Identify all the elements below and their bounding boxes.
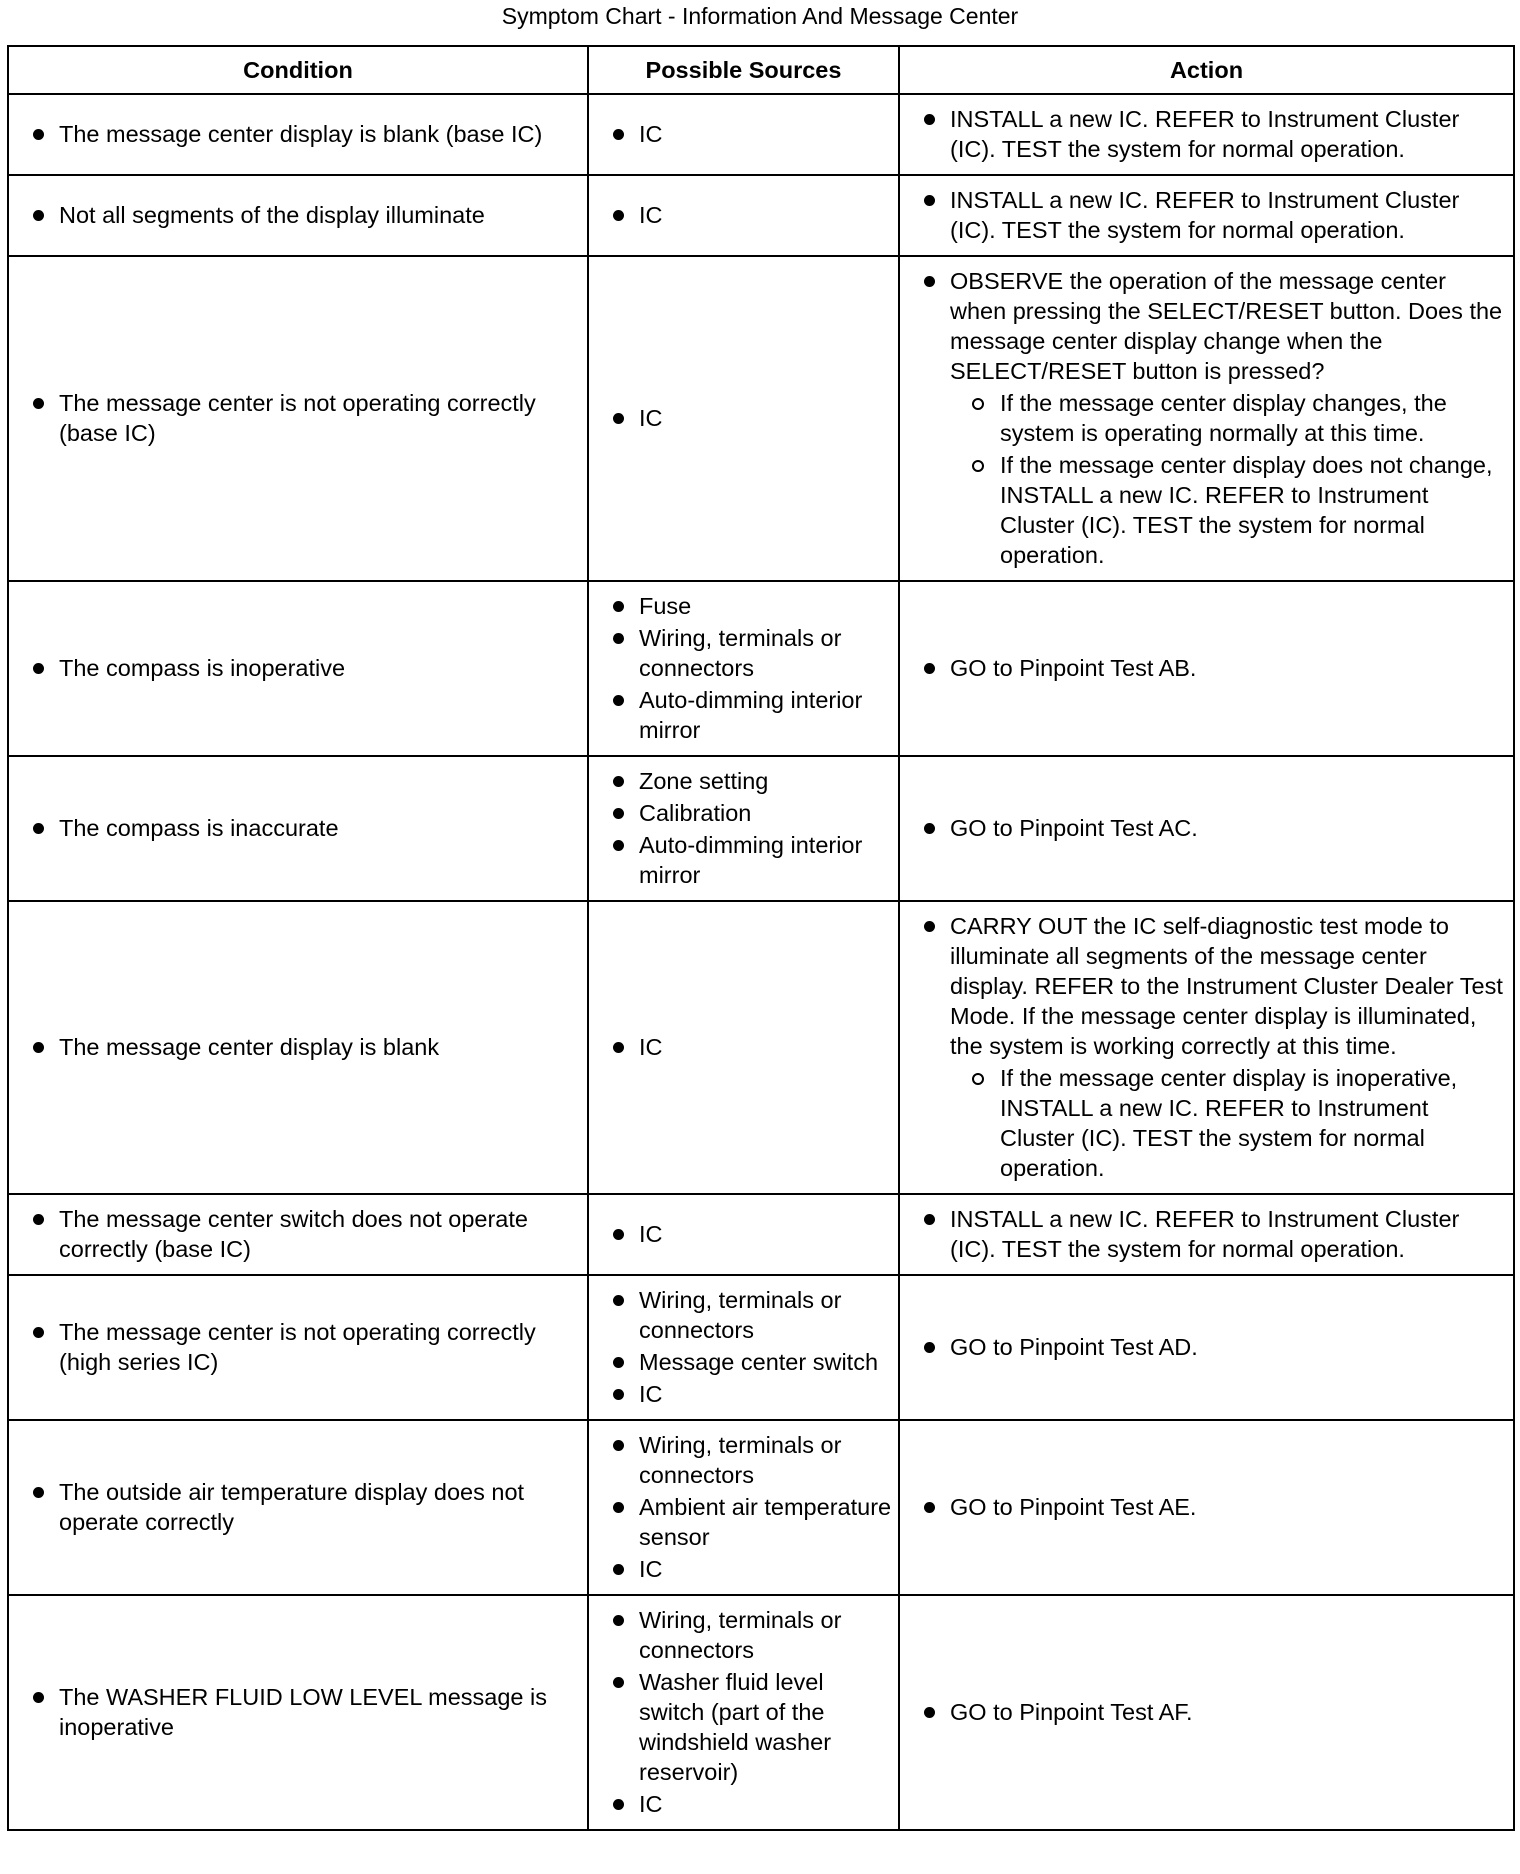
action-cell (899, 756, 1514, 901)
condition-text: The message center display is blank (base IC) (31, 119, 581, 149)
table-row (8, 1420, 1514, 1595)
table-row (8, 1275, 1514, 1420)
table-row (8, 94, 1514, 175)
source-item: IC (611, 200, 892, 230)
table-header-row (8, 46, 1514, 94)
table-body (8, 94, 1514, 1830)
table-row (8, 901, 1514, 1194)
condition-cell (8, 94, 588, 175)
condition-cell (8, 581, 588, 756)
action-cell (899, 256, 1514, 581)
source-item: Auto-dimming interior mirror (611, 830, 892, 890)
source-item: Wiring, terminals or connectors (611, 623, 892, 683)
action-cell (899, 1420, 1514, 1595)
condition-text: The compass is inoperative (31, 653, 581, 683)
source-item: IC (611, 1554, 892, 1584)
header-action: Action (899, 46, 1514, 94)
action-text: INSTALL a new IC. REFER to Instrument Cluster (IC). TEST the system for normal operation. (950, 106, 1460, 162)
source-item: Wiring, terminals or connectors (611, 1605, 892, 1665)
source-item: IC (611, 119, 892, 149)
action-cell (899, 1194, 1514, 1275)
source-item: Wiring, terminals or connectors (611, 1430, 892, 1490)
possible-sources-cell (588, 1595, 899, 1830)
condition-text: The message center is not operating correctly (high series IC) (31, 1317, 581, 1377)
possible-sources-cell (588, 256, 899, 581)
possible-sources-cell (588, 1275, 899, 1420)
condition-cell (8, 1420, 588, 1595)
possible-sources-cell (588, 756, 899, 901)
source-item: IC (611, 1032, 892, 1062)
source-item: IC (611, 1789, 892, 1819)
source-item: Auto-dimming interior mirror (611, 685, 892, 745)
source-item: Washer fluid level switch (part of the windshield washer reservoir) (611, 1667, 892, 1787)
source-item: Fuse (611, 591, 892, 621)
source-item: Wiring, terminals or connectors (611, 1285, 892, 1345)
condition-text: The outside air temperature display does not operate correctly (31, 1477, 581, 1537)
possible-sources-cell (588, 1420, 899, 1595)
table-row (8, 581, 1514, 756)
action-text: GO to Pinpoint Test AC. (950, 815, 1198, 841)
source-item: IC (611, 403, 892, 433)
condition-cell (8, 1595, 588, 1830)
sub-action-item: If the message center display is inoperative, INSTALL a new IC. REFER to Instrument Cluster (IC). TEST the system for normal operation. (950, 1063, 1507, 1183)
action-text: GO to Pinpoint Test AD. (950, 1334, 1198, 1360)
condition-text: Not all segments of the display illuminate (31, 200, 581, 230)
table-row (8, 175, 1514, 256)
action-text: GO to Pinpoint Test AE. (950, 1494, 1197, 1520)
sub-action-item: If the message center display does not change, INSTALL a new IC. REFER to Instrument Cluster (IC). TEST the system for normal operation. (950, 450, 1507, 570)
table-row (8, 1194, 1514, 1275)
possible-sources-cell (588, 581, 899, 756)
condition-text: The message center display is blank (31, 1032, 581, 1062)
condition-cell (8, 1194, 588, 1275)
header-condition: Condition (8, 46, 588, 94)
action-cell (899, 94, 1514, 175)
sub-action-item: If the message center display changes, the system is operating normally at this time. (950, 388, 1507, 448)
condition-cell (8, 756, 588, 901)
action-text: OBSERVE the operation of the message center when pressing the SELECT/RESET button. Does the message center display change when the SELECT/RESET button is pressed? (950, 268, 1503, 384)
source-item: Message center switch (611, 1347, 892, 1377)
possible-sources-cell (588, 175, 899, 256)
condition-cell (8, 901, 588, 1194)
condition-text: The message center is not operating correctly (base IC) (31, 388, 581, 448)
condition-cell (8, 175, 588, 256)
table-row (8, 756, 1514, 901)
action-cell (899, 1275, 1514, 1420)
source-item: Ambient air temperature sensor (611, 1492, 892, 1552)
condition-text: The message center switch does not operate correctly (base IC) (31, 1204, 581, 1264)
header-possible-sources: Possible Sources (588, 46, 899, 94)
source-item: Calibration (611, 798, 892, 828)
symptom-chart-table (7, 45, 1515, 1831)
condition-cell (8, 1275, 588, 1420)
action-text: GO to Pinpoint Test AF. (950, 1699, 1193, 1725)
page-title: Symptom Chart - Information And Message Center (501, 3, 1019, 29)
condition-cell (8, 256, 588, 581)
source-item: IC (611, 1379, 892, 1409)
source-item: IC (611, 1219, 892, 1249)
condition-text: The compass is inaccurate (31, 813, 581, 843)
action-cell (899, 581, 1514, 756)
possible-sources-cell (588, 94, 899, 175)
possible-sources-cell (588, 901, 899, 1194)
table-row (8, 256, 1514, 581)
source-item: Zone setting (611, 766, 892, 796)
action-cell (899, 175, 1514, 256)
possible-sources-cell (588, 1194, 899, 1275)
action-text: GO to Pinpoint Test AB. (950, 655, 1197, 681)
action-cell (899, 1595, 1514, 1830)
action-text: INSTALL a new IC. REFER to Instrument Cluster (IC). TEST the system for normal operation. (950, 1206, 1460, 1262)
action-text: CARRY OUT the IC self-diagnostic test mode to illuminate all segments of the message center display. REFER to the Instrument Cluster Dealer Test Mode. If the message center display is illuminated, the system is working correctly at this time. (950, 913, 1503, 1059)
action-cell (899, 901, 1514, 1194)
action-text: INSTALL a new IC. REFER to Instrument Cluster (IC). TEST the system for normal operation. (950, 187, 1460, 243)
table-row (8, 1595, 1514, 1830)
condition-text: The WASHER FLUID LOW LEVEL message is inoperative (31, 1682, 581, 1742)
